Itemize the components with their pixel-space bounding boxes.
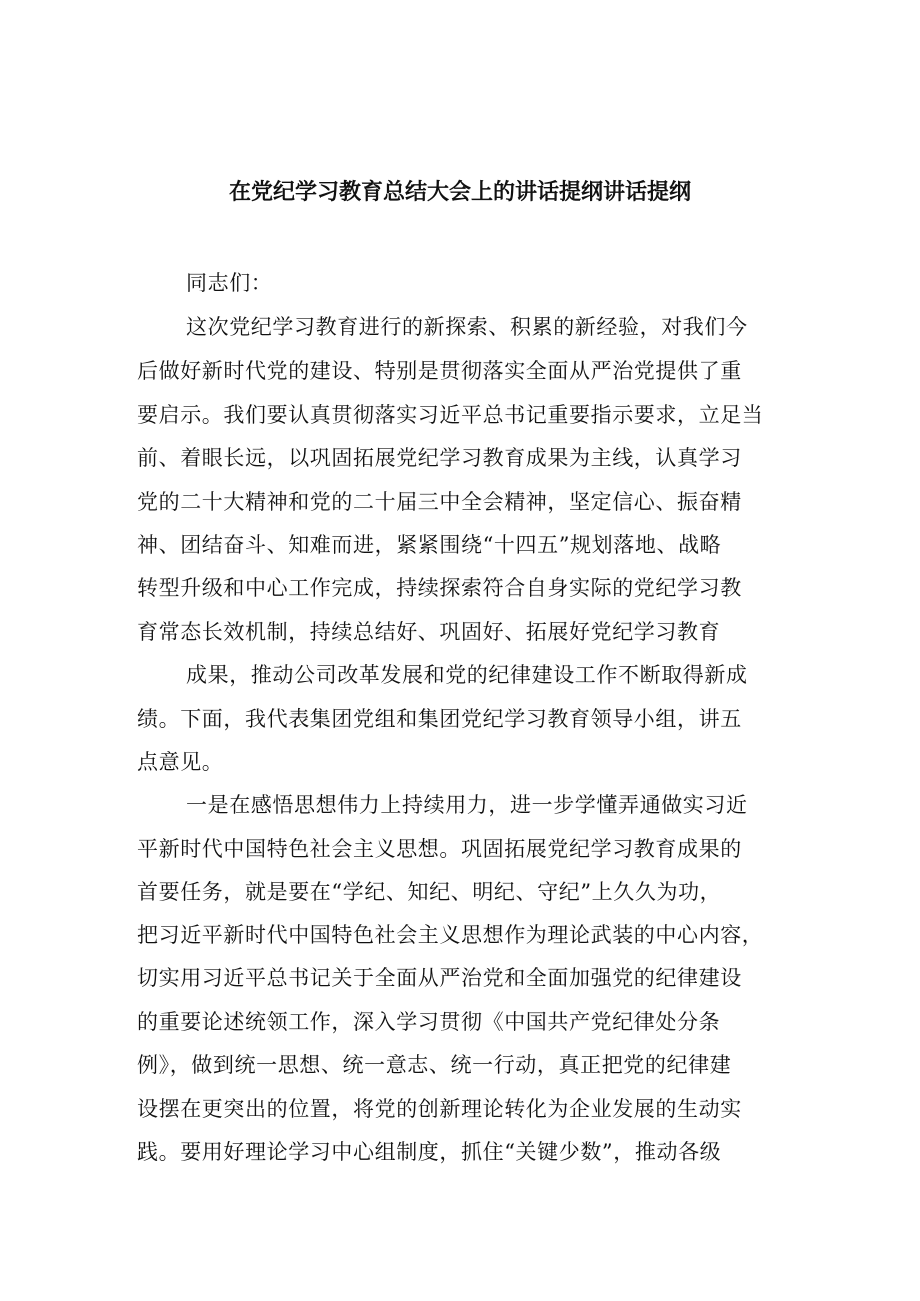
body-line: 把习近平新时代中国特色社会主义思想作为理论武装的中心内容， [137, 923, 764, 947]
body-line: 的重要论述统领工作，深入学习贯彻《中国共产党纪律处分条 [137, 1010, 721, 1034]
body-line: 前、着眼长远，以巩固拓展党纪学习教育成果为主线，认真学习 [137, 446, 742, 470]
body-line: 平新时代中国特色社会主义思想。巩固拓展党纪学习教育成果的 [137, 837, 742, 861]
body-line: 践。要用好理论学习中心组制度，抓住“关键少数”，推动各级 [137, 1140, 722, 1164]
body-line: 一是在感悟思想伟力上持续用力，进一步学懂弄通做实习近 [186, 793, 748, 817]
body-line: 切实用习近平总书记关于全面从严治党和全面加强党的纪律建设 [137, 966, 742, 990]
body-line: 育常态长效机制，持续总结好、巩固好、拓展好党纪学习教育 [137, 620, 721, 644]
body-line: 要启示。我们要认真贯彻落实习近平总书记重要指示要求，立足当 [137, 403, 764, 427]
body-line: 例》，做到统一思想、统一意志、统一行动，真正把党的纪律建 [137, 1053, 732, 1077]
document-title: 在党纪学习教育总结大会上的讲话提纲讲话提纲 [228, 180, 691, 205]
body-line: 党的二十大精神和党的二十届三中全会精神，坚定信心、振奋精 [137, 490, 742, 514]
body-line: 点意见。 [137, 750, 224, 774]
body-line: 设摆在更突出的位置，将党的创新理论转化为企业发展的生动实 [137, 1097, 742, 1121]
body-line: 转型升级和中心工作完成，持续探索符合自身实际的党纪学习教 [137, 576, 742, 600]
body-line: 成果，推动公司改革发展和党的纪律建设工作不断取得新成 [186, 663, 748, 687]
salutation-line: 同志们： [186, 271, 273, 295]
body-line: 绩。下面，我代表集团党组和集团党纪学习教育领导小组，讲五 [137, 707, 742, 731]
body-line: 后做好新时代党的建设、特别是贯彻落实全面从严治党提供了重 [137, 359, 742, 383]
body-line: 这次党纪学习教育进行的新探索、积累的新经验，对我们今 [186, 315, 748, 339]
body-line: 神、团结奋斗、知难而进，紧紧围绕“十四五”规划落地、战略 [137, 533, 722, 557]
body-line: 首要任务，就是要在“学纪、知纪、明纪、守纪”上久久为功， [137, 880, 722, 904]
